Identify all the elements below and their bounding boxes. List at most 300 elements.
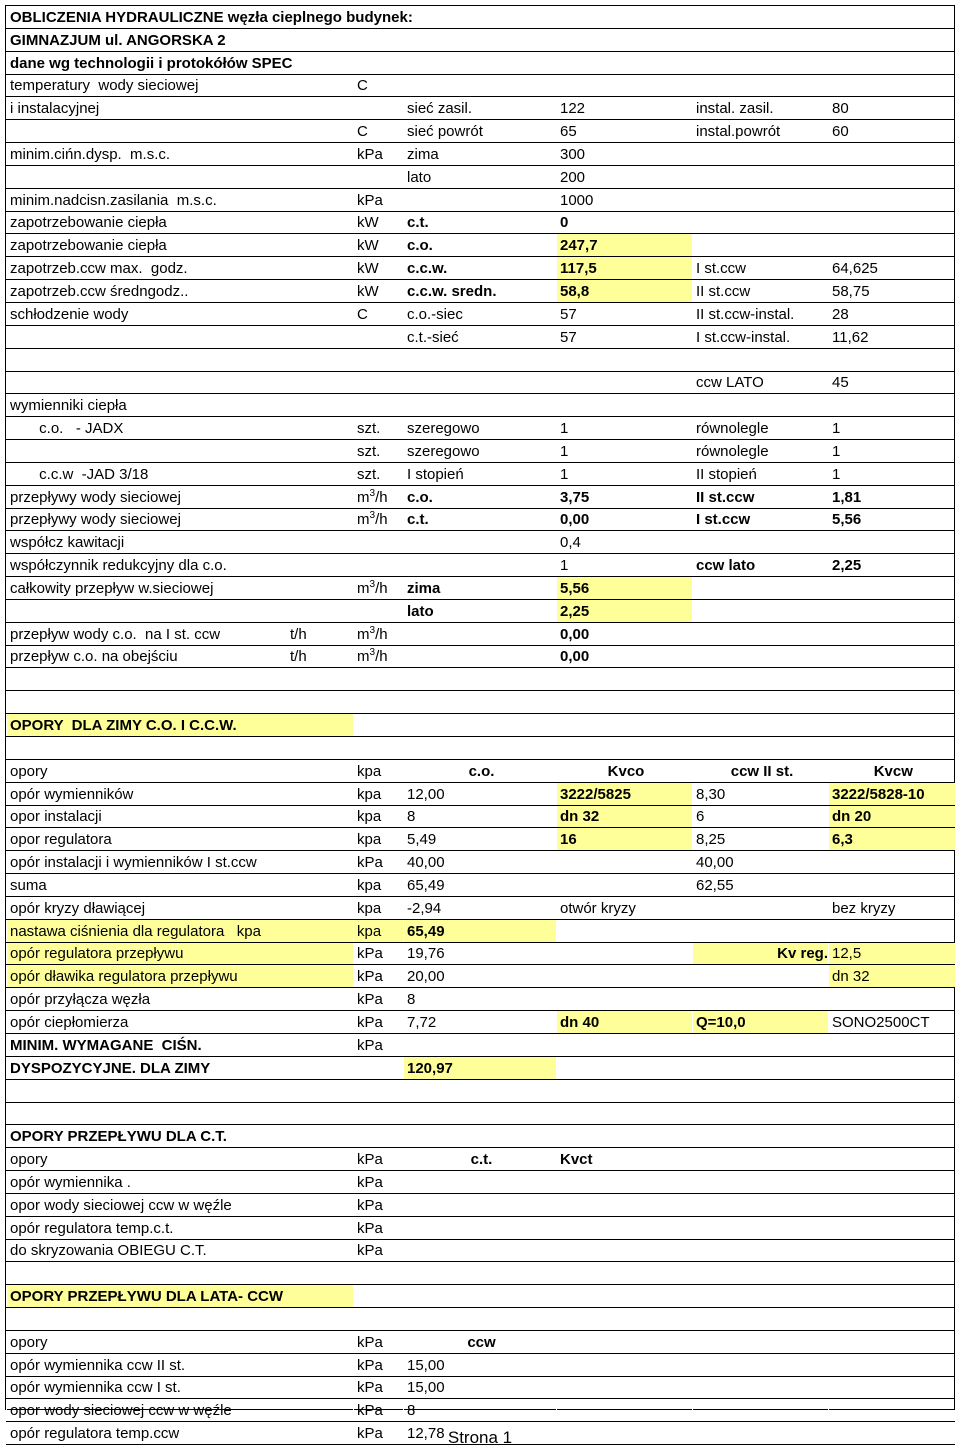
table-cell: 1 bbox=[829, 440, 955, 463]
table-cell bbox=[693, 1376, 829, 1399]
table-cell: bez kryzy bbox=[829, 896, 955, 919]
table-cell: szt. bbox=[354, 462, 404, 485]
table-cell: kpa bbox=[354, 805, 404, 828]
table-cell: $m^3/h$ bbox=[354, 508, 404, 531]
table-cell: opor instalacji bbox=[7, 805, 354, 828]
table-cell: 117,5 bbox=[557, 257, 693, 280]
table-row bbox=[7, 302, 955, 325]
table-cell: 0,4 bbox=[557, 531, 693, 554]
table-cell: II st.ccw bbox=[693, 485, 829, 508]
table-cell: 2,25 bbox=[829, 554, 955, 577]
table-cell: 28 bbox=[829, 302, 955, 325]
table-cell: 6 bbox=[693, 805, 829, 828]
table-cell: ccw lato bbox=[693, 554, 829, 577]
table-cell: zapotrzebowanie ciepła bbox=[7, 211, 354, 234]
table-cell: opór dławika regulatora przepływu bbox=[7, 965, 354, 988]
table-row bbox=[7, 211, 955, 234]
table-cell: 122 bbox=[557, 97, 693, 120]
table-cell: kPa bbox=[354, 1399, 404, 1422]
table-cell bbox=[557, 74, 693, 97]
table-cell bbox=[404, 622, 557, 645]
table-row bbox=[7, 1216, 955, 1239]
table-row bbox=[7, 896, 955, 919]
table-cell: DYSPOZYCYJNE. DLA ZIMY bbox=[7, 1056, 354, 1079]
table-cell: kPa bbox=[354, 1011, 404, 1034]
table-cell: 19,76 bbox=[404, 942, 557, 965]
table-cell: $m^3/h$ bbox=[354, 645, 404, 668]
calc-table bbox=[6, 6, 955, 1445]
table-cell bbox=[7, 1079, 955, 1102]
table-row bbox=[7, 554, 955, 577]
table-row bbox=[7, 874, 955, 897]
table-row bbox=[7, 1193, 955, 1216]
table-cell: schłodzenie wody bbox=[7, 302, 354, 325]
table-cell: otwór kryzy bbox=[557, 896, 693, 919]
table-cell: 3222/5825 bbox=[557, 782, 693, 805]
table-cell: c.o. - JADX bbox=[7, 417, 354, 440]
table-cell bbox=[404, 348, 557, 371]
table-cell bbox=[829, 622, 955, 645]
table-cell bbox=[693, 1125, 829, 1148]
table-cell bbox=[693, 896, 829, 919]
table-cell bbox=[557, 1193, 693, 1216]
table-cell: ccw II st. bbox=[693, 759, 829, 782]
table-cell: przepływy wody sieciowej bbox=[7, 508, 354, 531]
table-cell: opór wymiennika ccw I st. bbox=[7, 1376, 354, 1399]
table-cell bbox=[354, 394, 404, 417]
table-cell: kPa bbox=[354, 1239, 404, 1262]
table-cell bbox=[557, 371, 693, 394]
table-row bbox=[7, 851, 955, 874]
table-cell bbox=[557, 1216, 693, 1239]
table-cell: instal. zasil. bbox=[693, 97, 829, 120]
table-cell bbox=[693, 211, 829, 234]
table-cell: C bbox=[354, 120, 404, 143]
table-cell: przepływy wody sieciowej bbox=[7, 485, 354, 508]
table-cell: 11,62 bbox=[829, 325, 955, 348]
table-cell: Kvcw bbox=[829, 759, 955, 782]
table-row bbox=[7, 1125, 955, 1148]
table-cell: 20,00 bbox=[404, 965, 557, 988]
table-cell: C bbox=[354, 74, 404, 97]
table-cell: 8 bbox=[404, 1399, 557, 1422]
table-cell bbox=[829, 1148, 955, 1171]
table-cell bbox=[829, 1056, 955, 1079]
table-cell: 0 bbox=[557, 211, 693, 234]
table-cell: 8,25 bbox=[693, 828, 829, 851]
table-row bbox=[7, 577, 955, 600]
table-cell: równolegle bbox=[693, 440, 829, 463]
table-cell: 8 bbox=[404, 805, 557, 828]
table-cell: szt. bbox=[354, 440, 404, 463]
table-cell bbox=[829, 234, 955, 257]
table-cell: 120,97 bbox=[404, 1056, 557, 1079]
table-row bbox=[7, 1148, 955, 1171]
table-cell: c.t. bbox=[404, 211, 557, 234]
table-row bbox=[7, 6, 955, 28]
table-cell: kPa bbox=[354, 143, 404, 166]
table-cell bbox=[829, 1285, 955, 1308]
table-cell: kPa bbox=[354, 1148, 404, 1171]
table-cell: 1 bbox=[557, 417, 693, 440]
table-cell: kpa bbox=[354, 874, 404, 897]
table-cell: 0,00 bbox=[557, 622, 693, 645]
table-cell: 15,00 bbox=[404, 1376, 557, 1399]
table-cell bbox=[829, 874, 955, 897]
table-cell: opor regulatora bbox=[7, 828, 354, 851]
table-cell bbox=[693, 965, 829, 988]
table-cell: dn 40 bbox=[557, 1011, 693, 1034]
table-cell: OPORY PRZEPŁYWU DLA LATA- CCW bbox=[7, 1285, 354, 1308]
table-cell bbox=[557, 1239, 693, 1262]
table-cell: $m^3/h$ bbox=[354, 485, 404, 508]
table-cell bbox=[829, 577, 955, 600]
table-cell bbox=[829, 1376, 955, 1399]
table-row bbox=[7, 485, 955, 508]
table-cell bbox=[693, 1033, 829, 1056]
table-cell bbox=[693, 988, 829, 1011]
table-cell: c.o. bbox=[404, 485, 557, 508]
table-cell: kpa bbox=[354, 896, 404, 919]
table-cell: kpa bbox=[354, 919, 404, 942]
table-cell bbox=[404, 1285, 557, 1308]
table-cell: opory bbox=[7, 1148, 354, 1171]
table-cell: 16 bbox=[557, 828, 693, 851]
table-cell: kpa bbox=[354, 828, 404, 851]
table-cell bbox=[557, 1033, 693, 1056]
table-cell bbox=[354, 531, 404, 554]
table-cell bbox=[404, 1125, 557, 1148]
table-cell: 58,8 bbox=[557, 280, 693, 303]
table-cell: 7,72 bbox=[404, 1011, 557, 1034]
table-cell: kPa bbox=[354, 1193, 404, 1216]
table-row bbox=[7, 645, 955, 668]
table-cell bbox=[354, 371, 404, 394]
table-row bbox=[7, 234, 955, 257]
table-cell bbox=[557, 1376, 693, 1399]
table-cell: 64,625 bbox=[829, 257, 955, 280]
table-row bbox=[7, 97, 955, 120]
table-cell bbox=[557, 1171, 693, 1194]
table-cell bbox=[693, 1056, 829, 1079]
table-cell bbox=[693, 348, 829, 371]
table-cell: I st.ccw bbox=[693, 257, 829, 280]
table-cell bbox=[829, 1033, 955, 1056]
table-cell: kPa bbox=[354, 851, 404, 874]
table-cell: 12,78 bbox=[404, 1422, 557, 1445]
table-cell bbox=[693, 1171, 829, 1194]
table-cell bbox=[404, 1193, 557, 1216]
table-cell: $m^3/h$ bbox=[354, 577, 404, 600]
table-cell: kPa bbox=[354, 1353, 404, 1376]
table-row bbox=[7, 1079, 955, 1102]
table-cell bbox=[693, 1330, 829, 1353]
table-cell: 1 bbox=[557, 554, 693, 577]
table-cell: opory bbox=[7, 759, 354, 782]
table-row bbox=[7, 1399, 955, 1422]
table-cell bbox=[557, 1399, 693, 1422]
table-cell: współcz kawitacji bbox=[7, 531, 354, 554]
table-row bbox=[7, 257, 955, 280]
table-cell bbox=[693, 577, 829, 600]
table-cell bbox=[354, 1285, 404, 1308]
table-cell: 1000 bbox=[557, 188, 693, 211]
table-cell: 57 bbox=[557, 302, 693, 325]
table-cell: 12,5 bbox=[829, 942, 955, 965]
table-cell bbox=[693, 531, 829, 554]
table-cell: 1 bbox=[829, 462, 955, 485]
table-cell: temperatury wody sieciowej bbox=[7, 74, 354, 97]
table-row bbox=[7, 348, 955, 371]
table-cell: 80 bbox=[829, 97, 955, 120]
table-cell: $m^3/h$ bbox=[354, 622, 404, 645]
table-cell: ccw LATO bbox=[693, 371, 829, 394]
table-cell: opory bbox=[7, 1330, 354, 1353]
table-cell: c.t. bbox=[404, 508, 557, 531]
table-cell bbox=[354, 325, 404, 348]
table-cell: opór wymiennika ccw II st. bbox=[7, 1353, 354, 1376]
table-cell bbox=[693, 1148, 829, 1171]
table-cell bbox=[7, 599, 354, 622]
table-cell: zapotrzebowanie ciepła bbox=[7, 234, 354, 257]
table-row bbox=[7, 74, 955, 97]
table-cell bbox=[829, 348, 955, 371]
table-cell: szt. bbox=[354, 417, 404, 440]
table-cell: opór kryzy dławiącej bbox=[7, 896, 354, 919]
table-cell bbox=[7, 668, 955, 691]
table-cell: kPa bbox=[354, 988, 404, 1011]
table-cell: kPa bbox=[354, 1171, 404, 1194]
table-cell bbox=[829, 1193, 955, 1216]
table-cell bbox=[829, 1330, 955, 1353]
table-cell bbox=[829, 851, 955, 874]
table-cell bbox=[693, 919, 829, 942]
table-cell: kPa bbox=[354, 188, 404, 211]
table-cell bbox=[354, 554, 404, 577]
table-row bbox=[7, 1262, 955, 1285]
table-cell: przepływ c.o. na obejściu bbox=[7, 645, 287, 668]
page-footer: Strona 1 bbox=[447, 1428, 513, 1447]
table-cell bbox=[829, 531, 955, 554]
table-cell: c.c.w -JAD 3/18 bbox=[7, 462, 354, 485]
table-row bbox=[7, 1285, 955, 1308]
table-cell: równolegle bbox=[693, 417, 829, 440]
table-cell bbox=[7, 165, 354, 188]
table-cell bbox=[404, 1171, 557, 1194]
table-cell: kW bbox=[354, 211, 404, 234]
table-cell: ccw bbox=[404, 1330, 557, 1353]
table-cell bbox=[829, 599, 955, 622]
table-row bbox=[7, 1308, 955, 1331]
table-row bbox=[7, 394, 955, 417]
table-cell bbox=[404, 74, 557, 97]
table-row bbox=[7, 531, 955, 554]
table-row bbox=[7, 782, 955, 805]
table-cell: 5,56 bbox=[829, 508, 955, 531]
table-cell: c.o. bbox=[404, 759, 557, 782]
table-cell: lato bbox=[404, 599, 557, 622]
table-cell: kW bbox=[354, 280, 404, 303]
table-cell bbox=[354, 97, 404, 120]
table-cell: 247,7 bbox=[557, 234, 693, 257]
table-cell bbox=[557, 1056, 693, 1079]
table-cell bbox=[693, 1285, 829, 1308]
table-row bbox=[7, 988, 955, 1011]
table-row bbox=[7, 325, 955, 348]
table-cell bbox=[557, 988, 693, 1011]
table-cell: Q=10,0 bbox=[693, 1011, 829, 1034]
table-cell: 1 bbox=[557, 440, 693, 463]
table-row bbox=[7, 188, 955, 211]
table-cell: sieć zasil. bbox=[404, 97, 557, 120]
table-cell: minim.nadcisn.zasilania m.s.c. bbox=[7, 188, 354, 211]
table-cell bbox=[7, 325, 354, 348]
table-row bbox=[7, 805, 955, 828]
table-cell: opór regulatora temp.c.t. bbox=[7, 1216, 354, 1239]
table-cell bbox=[693, 188, 829, 211]
table-cell bbox=[404, 1216, 557, 1239]
table-cell: 0,00 bbox=[557, 645, 693, 668]
table-cell: 57 bbox=[557, 325, 693, 348]
table-cell bbox=[693, 234, 829, 257]
table-cell: do skryzowania OBIEGU C.T. bbox=[7, 1239, 354, 1262]
table-cell: c.c.w. sredn. bbox=[404, 280, 557, 303]
table-cell bbox=[7, 1308, 955, 1331]
table-cell: kpa bbox=[354, 759, 404, 782]
table-cell: opór regulatora przepływu bbox=[7, 942, 354, 965]
table-cell bbox=[557, 1285, 693, 1308]
table-cell: 6,3 bbox=[829, 828, 955, 851]
table-cell bbox=[693, 1399, 829, 1422]
table-row bbox=[7, 1011, 955, 1034]
table-cell bbox=[829, 919, 955, 942]
table-cell: opór przyłącza węzła bbox=[7, 988, 354, 1011]
table-cell bbox=[557, 1125, 693, 1148]
table-cell: c.c.w. bbox=[404, 257, 557, 280]
table-cell bbox=[354, 1125, 404, 1148]
table-cell bbox=[557, 1330, 693, 1353]
table-cell bbox=[693, 1216, 829, 1239]
table-cell bbox=[7, 440, 354, 463]
table-cell bbox=[829, 1399, 955, 1422]
table-cell: 2,25 bbox=[557, 599, 693, 622]
table-cell: i instalacyjnej bbox=[7, 97, 354, 120]
table-row bbox=[7, 1376, 955, 1399]
table-cell: przepływ wody c.o. na I st. ccw bbox=[7, 622, 287, 645]
table-cell bbox=[829, 645, 955, 668]
table-row bbox=[7, 691, 955, 714]
table-cell: dane wg technologii i protokółów SPEC bbox=[7, 51, 955, 74]
table-cell: 65 bbox=[557, 120, 693, 143]
table-cell: kPa bbox=[354, 1216, 404, 1239]
table-cell: 200 bbox=[557, 165, 693, 188]
table-cell: zapotrzeb.ccw max. godz. bbox=[7, 257, 354, 280]
table-cell: kW bbox=[354, 257, 404, 280]
table-cell bbox=[693, 622, 829, 645]
table-row bbox=[7, 1330, 955, 1353]
table-cell bbox=[829, 1125, 955, 1148]
table-cell: OPORY PRZEPŁYWU DLA C.T. bbox=[7, 1125, 354, 1148]
table-cell: opor wody sieciowej ccw w węźle bbox=[7, 1399, 354, 1422]
table-row bbox=[7, 942, 955, 965]
table-cell bbox=[7, 120, 354, 143]
table-row bbox=[7, 120, 955, 143]
table-cell: zapotrzeb.ccw średngodz.. bbox=[7, 280, 354, 303]
table-cell: 1 bbox=[557, 462, 693, 485]
table-cell: kPa bbox=[354, 1376, 404, 1399]
table-cell bbox=[557, 965, 693, 988]
table-cell: kPa bbox=[354, 1033, 404, 1056]
table-cell bbox=[693, 1193, 829, 1216]
table-cell: dn 32 bbox=[557, 805, 693, 828]
table-cell: opór ciepłomierza bbox=[7, 1011, 354, 1034]
table-cell: 65,49 bbox=[404, 919, 557, 942]
table-cell bbox=[829, 1171, 955, 1194]
table-row bbox=[7, 1171, 955, 1194]
table-cell: OPORY DLA ZIMY C.O. I C.C.W. bbox=[7, 714, 354, 737]
table-cell: t/h bbox=[287, 645, 354, 668]
table-cell: kPa bbox=[354, 1422, 404, 1445]
table-cell: kPa bbox=[354, 965, 404, 988]
table-cell: C bbox=[354, 302, 404, 325]
table-cell: kPa bbox=[354, 942, 404, 965]
table-row bbox=[7, 668, 955, 691]
table-cell: 12,00 bbox=[404, 782, 557, 805]
table-cell: instal.powrót bbox=[693, 120, 829, 143]
table-cell: GIMNAZJUM ul. ANGORSKA 2 bbox=[7, 28, 955, 51]
table-cell bbox=[693, 599, 829, 622]
table-row bbox=[7, 599, 955, 622]
table-cell bbox=[354, 165, 404, 188]
table-cell: 40,00 bbox=[693, 851, 829, 874]
table-cell bbox=[7, 737, 955, 760]
table-row bbox=[7, 280, 955, 303]
table-cell: 65,49 bbox=[404, 874, 557, 897]
table-cell: dn 20 bbox=[829, 805, 955, 828]
table-row bbox=[7, 828, 955, 851]
table-row bbox=[7, 51, 955, 74]
table-cell: opór regulatora temp.ccw bbox=[7, 1422, 354, 1445]
table-cell bbox=[354, 599, 404, 622]
table-cell: c.t. bbox=[404, 1148, 557, 1171]
table-cell bbox=[693, 74, 829, 97]
table-cell bbox=[7, 1262, 955, 1285]
table-cell bbox=[693, 714, 829, 737]
table-cell bbox=[7, 371, 354, 394]
table-cell bbox=[404, 554, 557, 577]
table-row bbox=[7, 965, 955, 988]
table-cell bbox=[404, 531, 557, 554]
table-row bbox=[7, 417, 955, 440]
table-cell bbox=[557, 394, 693, 417]
table-cell bbox=[829, 394, 955, 417]
table-cell bbox=[404, 645, 557, 668]
table-cell: opor wody sieciowej ccw w węźle bbox=[7, 1193, 354, 1216]
table-cell bbox=[7, 348, 354, 371]
table-cell: 3222/5828-10 bbox=[829, 782, 955, 805]
table-cell bbox=[557, 874, 693, 897]
table-cell bbox=[354, 714, 404, 737]
table-cell bbox=[557, 919, 693, 942]
table-cell: II st.ccw-instal. bbox=[693, 302, 829, 325]
table-row bbox=[7, 440, 955, 463]
table-cell bbox=[693, 1353, 829, 1376]
table-row bbox=[7, 371, 955, 394]
table-cell bbox=[829, 188, 955, 211]
table-row bbox=[7, 508, 955, 531]
table-row bbox=[7, 165, 955, 188]
table-row bbox=[7, 1033, 955, 1056]
